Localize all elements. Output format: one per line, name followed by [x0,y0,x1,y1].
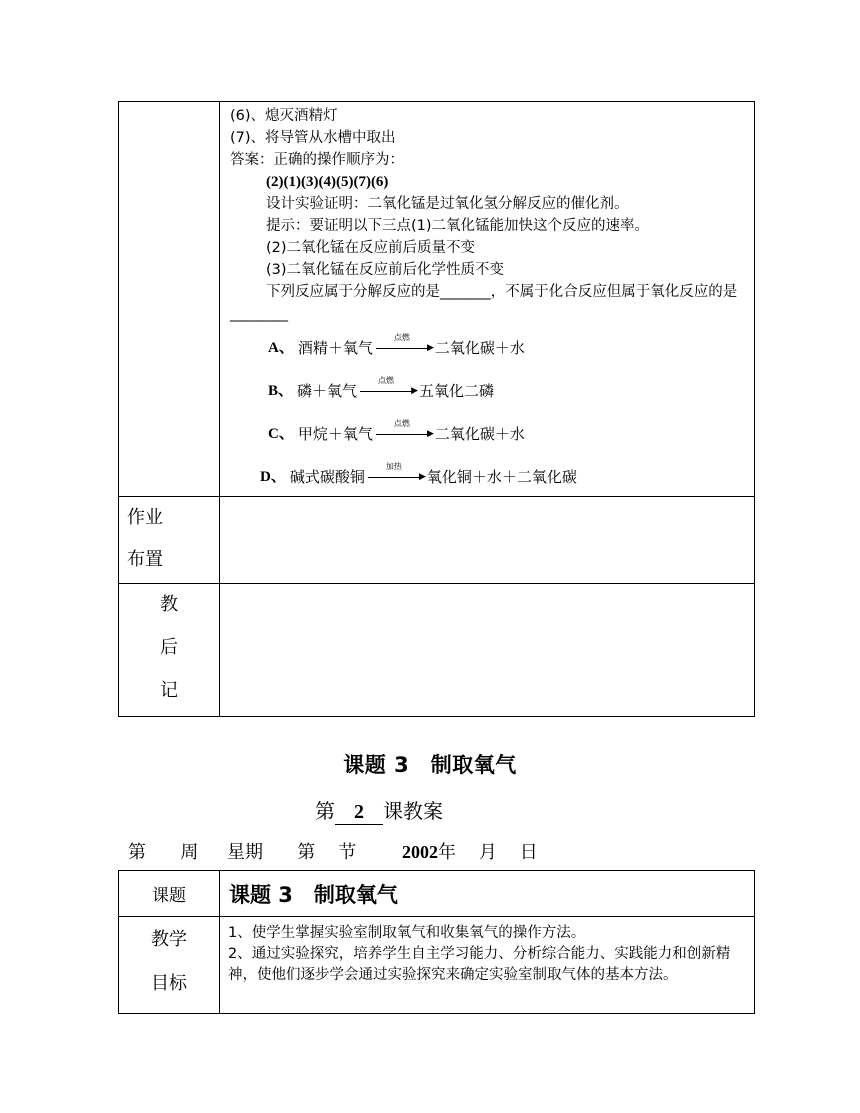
content-row [119,102,754,496]
goal-1: 1、使学生掌握实验室制取氧气和收集氧气的操作方法。 [228,925,586,941]
reaction-arrow-icon: 点燃 ▶ [374,423,434,445]
goals-label-line-2: 目标 [151,973,187,994]
date-day: 日 [519,842,538,863]
reactants: 甲烷＋氧气 [297,425,373,443]
experiment-prompt: 设计实验证明：二氧化锰是过氧化氢分解反应的催化剂。 [266,196,629,212]
goals-row [119,916,754,1013]
goals-content [220,917,754,1013]
date-weekday: 星期 [226,842,263,863]
option-d [230,462,746,488]
topic-label: 课题 [119,871,220,916]
option-b [230,376,746,402]
empty-label-cell [119,102,220,496]
option-c [230,419,746,445]
option-letter: B、 [268,383,294,399]
step-6: (6)、熄灭酒精灯 [230,108,338,124]
page-title: 课题 3 制取氧气 [343,753,517,777]
reactants: 酒精＋氧气 [297,339,373,357]
topic-value: 课题 3 制取氧气 [229,882,398,907]
reaction-arrow-icon: 加热 ▶ [366,466,426,488]
hint-line-1: 提示：要证明以下三点(1)二氧化锰能加快这个反应的速率。 [266,218,650,234]
hint-line-3: (3)二氧化锰在反应前后化学性质不变 [266,262,505,278]
answer-intro: 答案：正确的操作顺序为： [230,152,404,168]
lesson-table-continued [118,101,755,717]
reaction-arrow-icon: 点燃 ▶ [374,337,434,359]
content-cell [220,102,754,496]
reactants: 磷＋氧气 [297,382,358,400]
lesson-plan-table [118,870,755,1014]
reaction-condition: 点燃 [393,333,410,342]
goals-label [119,917,220,1013]
answer-sequence: (2)(1)(3)(4)(5)(7)(6) [266,174,389,190]
reflection-label-char-2: 后 [160,637,178,658]
lesson-suffix: 课教案 [383,799,443,823]
option-letter: A、 [268,340,294,356]
reflection-label-char-3: 记 [160,680,178,701]
reaction-arrow-icon: 点燃 ▶ [358,380,418,402]
reactants: 碱式碳酸铜 [289,468,365,486]
reaction-condition: 加热 [385,462,402,471]
homework-label [119,497,220,583]
option-letter: C、 [268,426,294,442]
reflection-label [119,584,220,716]
date-period-prefix: 第 [297,842,316,863]
lesson-prefix: 第 [315,799,335,823]
products: 氧化铜＋水＋二氧化碳 [426,468,577,486]
products: 二氧化碳＋水 [434,425,525,443]
reaction-condition: 点燃 [393,419,410,428]
reflection-label-char-1: 教 [160,594,178,615]
topic-row [119,871,754,916]
date-year-suffix: 年 [437,842,456,863]
homework-row [119,496,754,583]
homework-label-line-2: 布置 [127,549,163,570]
date-month: 月 [478,842,497,863]
reflection-row [119,583,754,716]
date-period-suffix: 节 [338,842,357,863]
step-7: (7)、将导管从水槽中取出 [230,130,396,146]
reaction-condition: 点燃 [378,376,395,385]
lesson-number-line [315,795,443,825]
date-week-prefix: 第 [128,842,146,863]
reflection-content [220,584,754,716]
lesson-number: 2 [335,801,383,825]
date-week-suffix: 周 [180,842,199,863]
date-line [128,838,538,864]
hint-line-2: (2)二氧化锰在反应前后质量不变 [266,240,476,256]
option-a [230,333,746,359]
products: 五氧化二磷 [419,382,495,400]
option-letter: D、 [260,469,286,485]
date-year: 2002 [401,842,438,862]
goal-2: 2、通过实验探究，培养学生自主学习能力、分析综合能力、实践能力和创新精神，使他们逐步学会通过实验探究来确定实验室制取气体的基本方法。 [228,946,731,983]
homework-label-line-1: 作业 [127,507,163,528]
question-text: 下列反应属于分解反应的是_______，不属于化合反应但属于氧化反应的是________ [230,284,738,322]
homework-content [220,497,754,583]
products: 二氧化碳＋水 [434,339,525,357]
goals-label-line-1: 教学 [151,929,187,950]
